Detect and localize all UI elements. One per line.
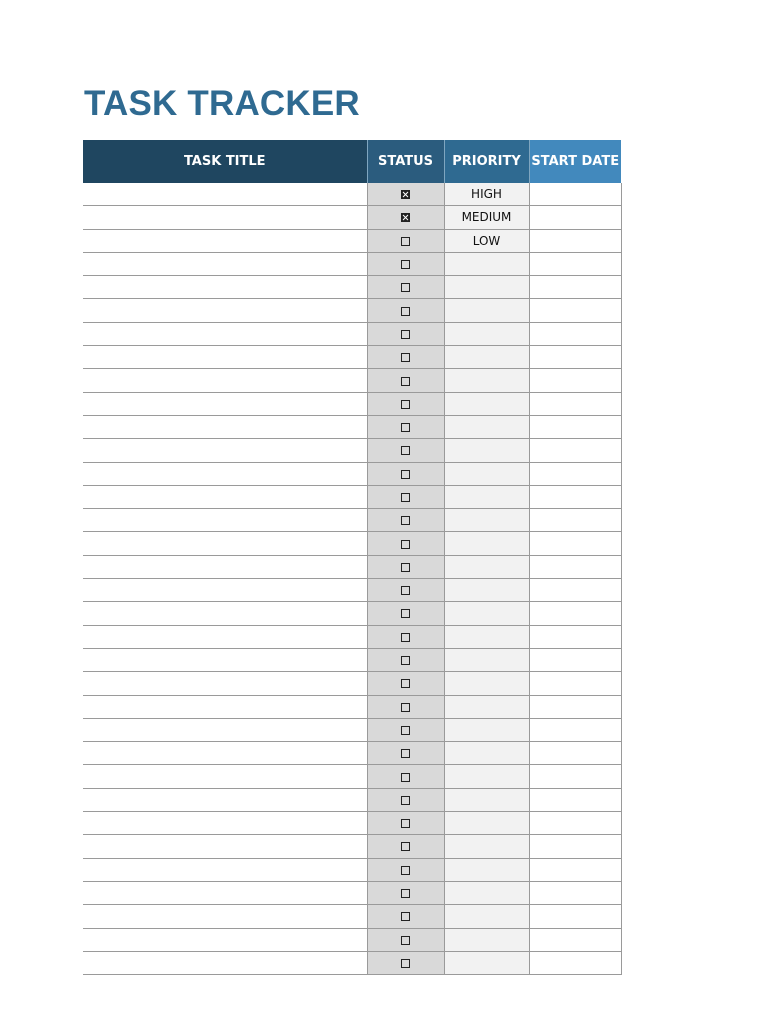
priority-cell[interactable] bbox=[444, 369, 529, 392]
start-date-cell[interactable] bbox=[529, 206, 621, 229]
status-checkbox[interactable] bbox=[401, 936, 410, 945]
task-title-cell[interactable] bbox=[83, 252, 367, 275]
task-title-cell[interactable] bbox=[83, 229, 367, 252]
status-checkbox[interactable] bbox=[401, 446, 410, 455]
table-row bbox=[83, 579, 621, 602]
start-date-cell[interactable] bbox=[529, 439, 621, 462]
task-title-cell[interactable] bbox=[83, 625, 367, 648]
status-checkbox[interactable] bbox=[401, 633, 410, 642]
status-cell bbox=[367, 858, 444, 881]
priority-cell[interactable] bbox=[444, 392, 529, 415]
checked-checkbox[interactable] bbox=[401, 213, 410, 222]
status-checkbox[interactable] bbox=[401, 889, 410, 898]
status-cell bbox=[367, 579, 444, 602]
start-date-cell[interactable] bbox=[529, 415, 621, 438]
task-title-cell[interactable] bbox=[83, 765, 367, 788]
status-checkbox[interactable] bbox=[401, 726, 410, 735]
status-checkbox[interactable] bbox=[401, 959, 410, 968]
header-task-title: TASK TITLE bbox=[83, 140, 367, 183]
task-title-cell[interactable] bbox=[83, 439, 367, 462]
priority-cell[interactable] bbox=[444, 881, 529, 904]
task-title-cell[interactable] bbox=[83, 346, 367, 369]
status-cell bbox=[367, 509, 444, 532]
status-cell bbox=[367, 602, 444, 625]
task-title-cell[interactable] bbox=[83, 579, 367, 602]
table-row bbox=[83, 322, 621, 345]
priority-cell[interactable] bbox=[444, 509, 529, 532]
task-title-cell[interactable] bbox=[83, 509, 367, 532]
table-row bbox=[83, 485, 621, 508]
status-cell bbox=[367, 439, 444, 462]
table-row bbox=[83, 835, 621, 858]
start-date-cell[interactable] bbox=[529, 322, 621, 345]
table-row bbox=[83, 858, 621, 881]
table-row bbox=[83, 229, 621, 252]
priority-cell[interactable] bbox=[444, 299, 529, 322]
task-title-cell[interactable] bbox=[83, 462, 367, 485]
status-cell bbox=[367, 369, 444, 392]
table-row bbox=[83, 625, 621, 648]
task-title-cell[interactable] bbox=[83, 276, 367, 299]
status-cell bbox=[367, 648, 444, 671]
start-date-cell[interactable] bbox=[529, 648, 621, 671]
status-cell bbox=[367, 835, 444, 858]
page-title: TASK TRACKER bbox=[84, 84, 360, 123]
status-checkbox[interactable] bbox=[401, 586, 410, 595]
priority-cell[interactable] bbox=[444, 905, 529, 928]
task-title-cell[interactable] bbox=[83, 742, 367, 765]
status-checkbox[interactable] bbox=[401, 516, 410, 525]
task-tracker-table bbox=[83, 140, 622, 975]
table-row bbox=[83, 346, 621, 369]
table-row bbox=[83, 439, 621, 462]
start-date-cell[interactable] bbox=[529, 509, 621, 532]
task-title-cell[interactable] bbox=[83, 369, 367, 392]
priority-cell[interactable] bbox=[444, 346, 529, 369]
status-checkbox[interactable] bbox=[401, 563, 410, 572]
priority-cell[interactable] bbox=[444, 718, 529, 741]
task-title-cell[interactable] bbox=[83, 672, 367, 695]
priority-cell[interactable] bbox=[444, 602, 529, 625]
task-title-cell[interactable] bbox=[83, 392, 367, 415]
checked-checkbox[interactable] bbox=[401, 190, 410, 199]
status-checkbox[interactable] bbox=[401, 842, 410, 851]
status-cell bbox=[367, 765, 444, 788]
header-status: STATUS bbox=[367, 140, 444, 183]
priority-cell[interactable] bbox=[444, 928, 529, 951]
status-cell bbox=[367, 485, 444, 508]
status-cell bbox=[367, 718, 444, 741]
task-title-cell[interactable] bbox=[83, 928, 367, 951]
task-title-cell[interactable] bbox=[83, 951, 367, 974]
status-checkbox[interactable] bbox=[401, 609, 410, 618]
start-date-cell[interactable] bbox=[529, 742, 621, 765]
status-cell bbox=[367, 462, 444, 485]
start-date-cell[interactable] bbox=[529, 579, 621, 602]
start-date-cell[interactable] bbox=[529, 183, 621, 206]
start-date-cell[interactable] bbox=[529, 532, 621, 555]
table-header-row bbox=[83, 140, 621, 183]
priority-cell[interactable] bbox=[444, 415, 529, 438]
status-cell bbox=[367, 928, 444, 951]
status-checkbox[interactable] bbox=[401, 749, 410, 758]
header-start-date: START DATE bbox=[529, 140, 621, 183]
table-row bbox=[83, 788, 621, 811]
priority-cell[interactable] bbox=[444, 788, 529, 811]
status-checkbox[interactable] bbox=[401, 330, 410, 339]
table-row bbox=[83, 509, 621, 532]
status-cell bbox=[367, 299, 444, 322]
status-cell bbox=[367, 672, 444, 695]
task-title-cell[interactable] bbox=[83, 322, 367, 345]
start-date-cell[interactable] bbox=[529, 905, 621, 928]
start-date-cell[interactable] bbox=[529, 858, 621, 881]
priority-cell[interactable] bbox=[444, 695, 529, 718]
start-date-cell[interactable] bbox=[529, 602, 621, 625]
task-title-cell[interactable] bbox=[83, 812, 367, 835]
task-title-cell[interactable] bbox=[83, 835, 367, 858]
status-checkbox[interactable] bbox=[401, 493, 410, 502]
status-cell bbox=[367, 346, 444, 369]
table-row bbox=[83, 928, 621, 951]
priority-cell[interactable] bbox=[444, 672, 529, 695]
priority-cell[interactable] bbox=[444, 858, 529, 881]
start-date-cell[interactable] bbox=[529, 299, 621, 322]
start-date-cell[interactable] bbox=[529, 695, 621, 718]
priority-cell[interactable] bbox=[444, 579, 529, 602]
start-date-cell[interactable] bbox=[529, 625, 621, 648]
table-row bbox=[83, 765, 621, 788]
status-checkbox[interactable] bbox=[401, 260, 410, 269]
priority-cell[interactable] bbox=[444, 835, 529, 858]
table-row bbox=[83, 183, 621, 206]
status-cell bbox=[367, 532, 444, 555]
table-row bbox=[83, 206, 621, 229]
status-checkbox[interactable] bbox=[401, 353, 410, 362]
status-cell bbox=[367, 742, 444, 765]
task-title-cell[interactable] bbox=[83, 602, 367, 625]
start-date-cell[interactable] bbox=[529, 276, 621, 299]
table-row bbox=[83, 276, 621, 299]
table-row bbox=[83, 602, 621, 625]
start-date-cell[interactable] bbox=[529, 765, 621, 788]
start-date-cell[interactable] bbox=[529, 718, 621, 741]
table-row bbox=[83, 532, 621, 555]
table-row bbox=[83, 881, 621, 904]
status-cell bbox=[367, 322, 444, 345]
task-title-cell[interactable] bbox=[83, 788, 367, 811]
status-checkbox[interactable] bbox=[401, 470, 410, 479]
task-title-cell[interactable] bbox=[83, 718, 367, 741]
priority-cell[interactable] bbox=[444, 648, 529, 671]
start-date-cell[interactable] bbox=[529, 928, 621, 951]
status-cell bbox=[367, 625, 444, 648]
task-title-cell[interactable] bbox=[83, 485, 367, 508]
task-title-cell[interactable] bbox=[83, 206, 367, 229]
task-title-cell[interactable] bbox=[83, 905, 367, 928]
status-cell bbox=[367, 812, 444, 835]
table-row bbox=[83, 415, 621, 438]
table-row bbox=[83, 672, 621, 695]
priority-cell[interactable] bbox=[444, 252, 529, 275]
start-date-cell[interactable] bbox=[529, 369, 621, 392]
priority-cell[interactable] bbox=[444, 812, 529, 835]
status-checkbox[interactable] bbox=[401, 400, 410, 409]
table-row bbox=[83, 392, 621, 415]
status-checkbox[interactable] bbox=[401, 283, 410, 292]
task-title-cell[interactable] bbox=[83, 695, 367, 718]
status-checkbox[interactable] bbox=[401, 656, 410, 665]
task-rows bbox=[83, 183, 621, 975]
status-checkbox[interactable] bbox=[401, 703, 410, 712]
priority-cell[interactable] bbox=[444, 625, 529, 648]
priority-cell[interactable] bbox=[444, 485, 529, 508]
start-date-cell[interactable] bbox=[529, 392, 621, 415]
start-date-cell[interactable] bbox=[529, 229, 621, 252]
table-row bbox=[83, 462, 621, 485]
task-title-cell[interactable] bbox=[83, 858, 367, 881]
table-row bbox=[83, 742, 621, 765]
status-cell bbox=[367, 183, 444, 206]
priority-cell[interactable]: MEDIUM bbox=[444, 206, 529, 229]
table-row bbox=[83, 812, 621, 835]
priority-cell[interactable]: HIGH bbox=[444, 183, 529, 206]
start-date-cell[interactable] bbox=[529, 672, 621, 695]
start-date-cell[interactable] bbox=[529, 462, 621, 485]
status-checkbox[interactable] bbox=[401, 307, 410, 316]
start-date-cell[interactable] bbox=[529, 951, 621, 974]
start-date-cell[interactable] bbox=[529, 812, 621, 835]
priority-cell[interactable] bbox=[444, 532, 529, 555]
status-cell bbox=[367, 695, 444, 718]
status-checkbox[interactable] bbox=[401, 866, 410, 875]
task-title-cell[interactable] bbox=[83, 532, 367, 555]
table-row bbox=[83, 648, 621, 671]
status-checkbox[interactable] bbox=[401, 796, 410, 805]
status-checkbox[interactable] bbox=[401, 912, 410, 921]
status-cell bbox=[367, 415, 444, 438]
priority-cell[interactable] bbox=[444, 322, 529, 345]
start-date-cell[interactable] bbox=[529, 881, 621, 904]
status-checkbox[interactable] bbox=[401, 773, 410, 782]
status-cell bbox=[367, 206, 444, 229]
status-checkbox[interactable] bbox=[401, 540, 410, 549]
priority-cell[interactable] bbox=[444, 276, 529, 299]
start-date-cell[interactable] bbox=[529, 835, 621, 858]
table-row bbox=[83, 951, 621, 974]
table-row bbox=[83, 299, 621, 322]
status-checkbox[interactable] bbox=[401, 423, 410, 432]
task-title-cell[interactable] bbox=[83, 299, 367, 322]
start-date-cell[interactable] bbox=[529, 252, 621, 275]
status-checkbox[interactable] bbox=[401, 377, 410, 386]
status-cell bbox=[367, 881, 444, 904]
start-date-cell[interactable] bbox=[529, 346, 621, 369]
status-checkbox[interactable] bbox=[401, 679, 410, 688]
status-checkbox[interactable] bbox=[401, 237, 410, 246]
task-title-cell[interactable] bbox=[83, 648, 367, 671]
priority-cell[interactable]: LOW bbox=[444, 229, 529, 252]
task-title-cell[interactable] bbox=[83, 415, 367, 438]
table-row bbox=[83, 555, 621, 578]
header-priority: PRIORITY bbox=[444, 140, 529, 183]
status-cell bbox=[367, 788, 444, 811]
status-cell bbox=[367, 555, 444, 578]
status-cell bbox=[367, 905, 444, 928]
priority-cell[interactable] bbox=[444, 555, 529, 578]
table-row bbox=[83, 252, 621, 275]
task-title-cell[interactable] bbox=[83, 881, 367, 904]
priority-cell[interactable] bbox=[444, 462, 529, 485]
start-date-cell[interactable] bbox=[529, 555, 621, 578]
table-row bbox=[83, 369, 621, 392]
status-cell bbox=[367, 276, 444, 299]
status-cell bbox=[367, 392, 444, 415]
status-cell bbox=[367, 951, 444, 974]
priority-cell[interactable] bbox=[444, 951, 529, 974]
start-date-cell[interactable] bbox=[529, 788, 621, 811]
table-row bbox=[83, 695, 621, 718]
start-date-cell[interactable] bbox=[529, 485, 621, 508]
priority-cell[interactable] bbox=[444, 765, 529, 788]
task-title-cell[interactable] bbox=[83, 555, 367, 578]
priority-cell[interactable] bbox=[444, 742, 529, 765]
table-row bbox=[83, 905, 621, 928]
task-title-cell[interactable] bbox=[83, 183, 367, 206]
status-cell bbox=[367, 252, 444, 275]
priority-cell[interactable] bbox=[444, 439, 529, 462]
table-row bbox=[83, 718, 621, 741]
status-cell bbox=[367, 229, 444, 252]
status-checkbox[interactable] bbox=[401, 819, 410, 828]
